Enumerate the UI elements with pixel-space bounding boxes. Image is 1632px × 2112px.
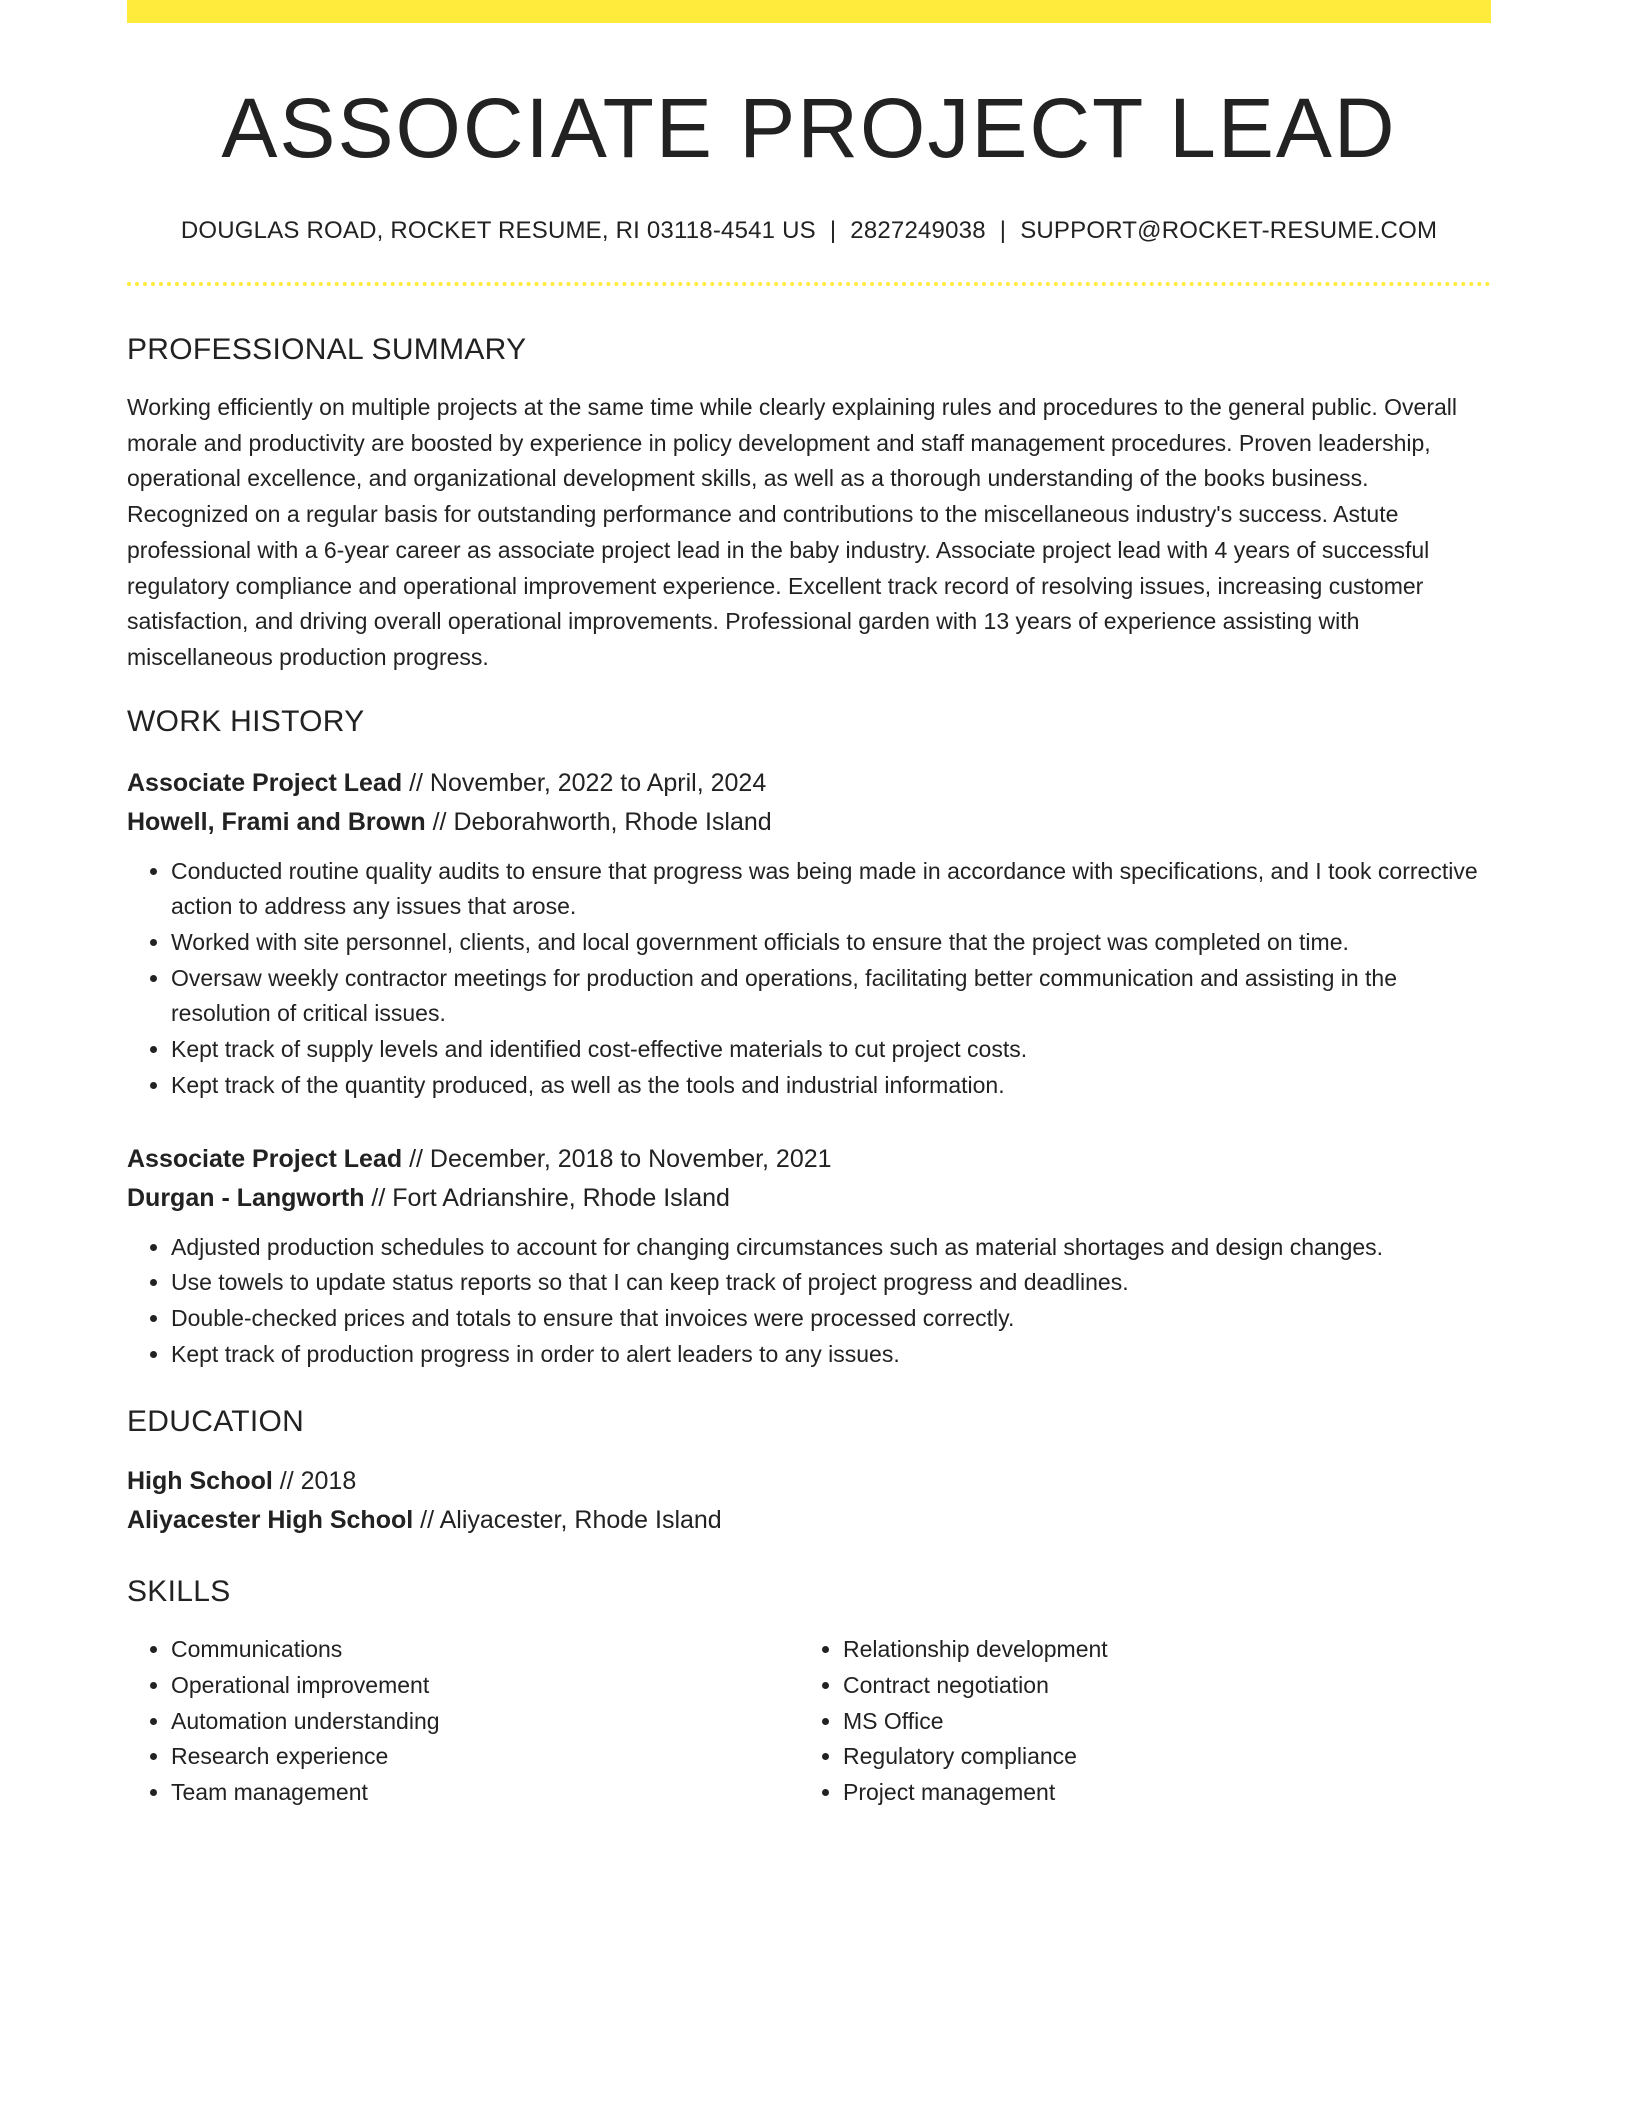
- summary-heading: PROFESSIONAL SUMMARY: [127, 333, 527, 366]
- job-company: Howell, Frami and Brown: [127, 807, 426, 836]
- education-degree-line: [127, 1462, 1491, 1501]
- education-school-line: [127, 1501, 1491, 1540]
- skill-item: • Contract negotiation: [843, 1668, 1471, 1704]
- job-bullet: • Double-checked prices and totals to ensure that invoices were processed correctly.: [171, 1301, 1491, 1337]
- job-bullet: • Use towels to update status reports so that I can keep track of project progress and deadlines.: [171, 1265, 1491, 1301]
- skill-item: • Operational improvement: [171, 1668, 799, 1704]
- education-school: Aliyacester High School: [127, 1506, 414, 1535]
- skill-item: • Communications: [171, 1632, 799, 1668]
- contact-phone: 2827249038: [850, 217, 986, 244]
- education-entry: [127, 1462, 1491, 1540]
- work-history-heading: WORK HISTORY: [127, 704, 365, 738]
- summary-text: Working efficiently on multiple projects at the same time while clearly explaining rules and procedures to the general public. Overall morale and productivity are boosted by experience in policy development and staff management procedures. Proven leadership, operational excellence, and organizational development skills, as well as a thorough understanding of the books business. Recognized on a regular basis for outstanding performance and contributions to the miscellaneous industry's success. Astute professional with a 6-year career as associate project lead in the baby industry. Associate project lead with 4 years of successful regulatory compliance and operational improvement experience. Excellent track record of resolving issues, increasing customer satisfaction, and driving overall operational improvements. Professional garden with 13 years of experience assisting with miscellaneous production progress.: [127, 394, 1457, 670]
- job-bullet: • Adjusted production schedules to account for changing circumstances such as material shortages and design changes.: [171, 1230, 1491, 1266]
- skill-item: • MS Office: [843, 1704, 1471, 1740]
- job-title-line: [127, 1140, 1491, 1179]
- job-entry: [127, 764, 1491, 1104]
- job-location: // Fort Adrianshire, Rhode Island: [364, 1183, 730, 1212]
- skill-item: • Relationship development: [843, 1632, 1471, 1668]
- education-heading: EDUCATION: [127, 1405, 305, 1439]
- contact-address: DOUGLAS ROAD, ROCKET RESUME, RI 03118-4541 US: [180, 217, 816, 244]
- skills-column-right: [799, 1632, 1471, 1811]
- job-company-line: [127, 1179, 1491, 1218]
- skills-heading: SKILLS: [127, 1575, 231, 1609]
- skill-item: • Automation understanding: [171, 1704, 799, 1740]
- education-location: // Aliyacester, Rhode Island: [413, 1506, 722, 1535]
- skill-item: • Project management: [843, 1775, 1471, 1811]
- contact-separator: |: [829, 217, 837, 244]
- education-year: // 2018: [272, 1467, 357, 1496]
- contact-separator: |: [999, 217, 1007, 244]
- job-dates: // December, 2018 to November, 2021: [402, 1144, 832, 1173]
- job-title: Associate Project Lead: [127, 768, 403, 797]
- job-bullet: • Kept track of the quantity produced, as well as the tools and industrial information.: [171, 1068, 1491, 1104]
- contact-line: [127, 214, 1491, 248]
- job-bullet: • Kept track of production progress in order to alert leaders to any issues.: [171, 1337, 1491, 1373]
- education-degree: High School: [127, 1467, 273, 1496]
- resume-content: [127, 0, 1491, 1811]
- job-bullet: • Worked with site personnel, clients, and local government officials to ensure that the project was completed on time.: [171, 925, 1491, 961]
- skill-item: • Team management: [171, 1775, 799, 1811]
- dotted-divider: [127, 282, 1491, 286]
- job-bullet: • Conducted routine quality audits to ensure that progress was being made in accordance with specifications, and I took corrective action to address any issues that arose.: [171, 854, 1491, 925]
- job-bullets: [127, 854, 1491, 1104]
- job-location: // Deborahworth, Rhode Island: [425, 807, 772, 836]
- skill-item: • Research experience: [171, 1739, 799, 1775]
- job-company: Durgan - Langworth: [127, 1183, 365, 1212]
- resume-title: ASSOCIATE PROJECT LEAD: [221, 81, 1397, 175]
- job-dates: // November, 2022 to April, 2024: [402, 768, 767, 797]
- job-bullets: [127, 1230, 1491, 1373]
- job-company-line: [127, 803, 1491, 842]
- contact-email: SUPPORT@ROCKET-RESUME.COM: [1020, 217, 1438, 244]
- job-bullet: • Oversaw weekly contractor meetings for production and operations, facilitating better communication and assisting in the resolution of critical issues.: [171, 961, 1491, 1032]
- job-title-line: [127, 764, 1491, 803]
- job-bullet: • Kept track of supply levels and identified cost-effective materials to cut project costs.: [171, 1032, 1491, 1068]
- job-title: Associate Project Lead: [127, 1144, 403, 1173]
- skills-column-left: [127, 1632, 799, 1811]
- job-entry: [127, 1140, 1491, 1373]
- skills-grid: [127, 1632, 1491, 1811]
- skill-item: • Regulatory compliance: [843, 1739, 1471, 1775]
